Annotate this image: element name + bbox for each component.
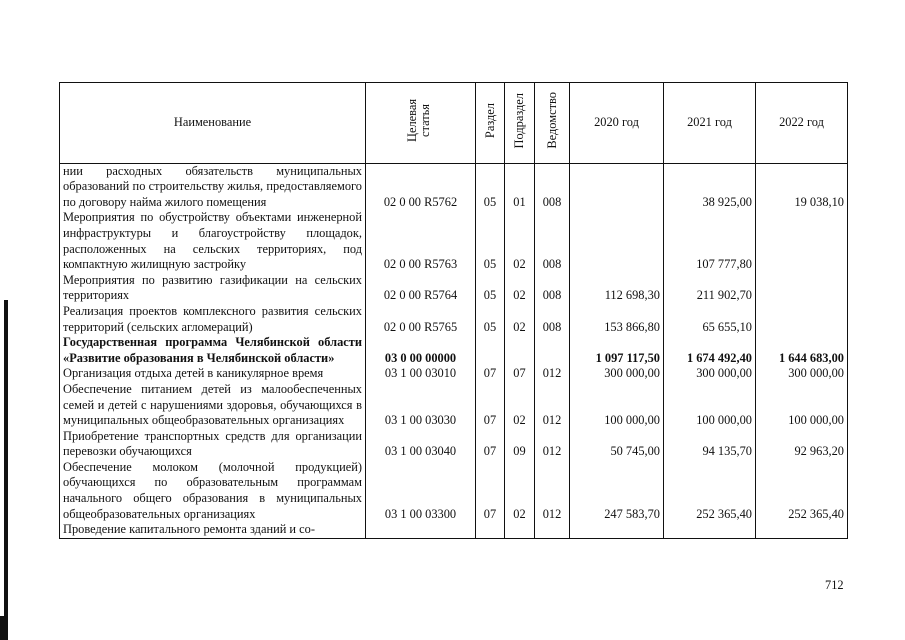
header-2021: 2021 год bbox=[664, 83, 756, 164]
row-2021: 211 902,70 bbox=[664, 273, 756, 304]
table-row bbox=[60, 522, 848, 538]
row-department: 008 bbox=[535, 210, 570, 272]
row-code: 02 0 00 R5763 bbox=[366, 210, 476, 272]
row-2022: 19 038,10 bbox=[756, 163, 848, 210]
row-section bbox=[476, 522, 505, 538]
row-2020 bbox=[570, 522, 664, 538]
row-code: 03 1 00 03030 bbox=[366, 382, 476, 429]
row-2020: 1 097 117,50 bbox=[570, 335, 664, 366]
row-section: 05 bbox=[476, 163, 505, 210]
scan-corner-mark bbox=[0, 616, 8, 640]
table-row bbox=[60, 460, 848, 522]
row-code: 02 0 00 R5764 bbox=[366, 273, 476, 304]
row-code: 03 1 00 03300 bbox=[366, 460, 476, 522]
row-2022: 252 365,40 bbox=[756, 460, 848, 522]
row-code: 02 0 00 R5765 bbox=[366, 304, 476, 335]
row-code: 02 0 00 R5762 bbox=[366, 163, 476, 210]
row-2022 bbox=[756, 273, 848, 304]
scan-edge-mark bbox=[4, 300, 8, 636]
row-2022: 92 963,20 bbox=[756, 429, 848, 460]
table-row bbox=[60, 163, 848, 210]
row-code: 03 1 00 03010 bbox=[366, 366, 476, 382]
row-2022 bbox=[756, 210, 848, 272]
table-row bbox=[60, 304, 848, 335]
row-2022 bbox=[756, 304, 848, 335]
row-name: Мероприятия по развитию газификации на сельских территориях bbox=[60, 273, 366, 304]
row-name: Государственная программа Челябинской области «Развитие образования в Челябинской области» bbox=[60, 335, 366, 366]
row-2020 bbox=[570, 210, 664, 272]
table-row-program bbox=[60, 335, 848, 366]
table-row bbox=[60, 210, 848, 272]
row-2020: 300 000,00 bbox=[570, 366, 664, 382]
row-subsection: 02 bbox=[505, 210, 535, 272]
row-name: Приобретение транспортных средств для организации перевозки обучающихся bbox=[60, 429, 366, 460]
table-row bbox=[60, 429, 848, 460]
row-subsection: 09 bbox=[505, 429, 535, 460]
row-2021 bbox=[664, 522, 756, 538]
row-section: 07 bbox=[476, 382, 505, 429]
row-department bbox=[535, 335, 570, 366]
row-subsection: 02 bbox=[505, 273, 535, 304]
row-2022 bbox=[756, 522, 848, 538]
header-2022: 2022 год bbox=[756, 83, 848, 164]
row-2020: 100 000,00 bbox=[570, 382, 664, 429]
row-department: 012 bbox=[535, 460, 570, 522]
page-number: 712 bbox=[825, 578, 844, 592]
row-2020: 50 745,00 bbox=[570, 429, 664, 460]
row-department: 008 bbox=[535, 163, 570, 210]
row-subsection: 01 bbox=[505, 163, 535, 210]
header-2020: 2020 год bbox=[570, 83, 664, 164]
row-2020: 247 583,70 bbox=[570, 460, 664, 522]
header-subsection: Подраздел bbox=[505, 83, 535, 164]
table-header-row bbox=[60, 83, 848, 164]
header-department: Ведомство bbox=[535, 83, 570, 164]
row-name: Реализация проектов комплексного развития сельских территорий (сельских агломераций) bbox=[60, 304, 366, 335]
table-row bbox=[60, 366, 848, 382]
row-code: 03 0 00 00000 bbox=[366, 335, 476, 366]
row-name: Организация отдыха детей в каникулярное время bbox=[60, 366, 366, 382]
row-department: 008 bbox=[535, 304, 570, 335]
row-2021: 1 674 492,40 bbox=[664, 335, 756, 366]
row-subsection: 02 bbox=[505, 460, 535, 522]
row-2021: 107 777,80 bbox=[664, 210, 756, 272]
row-2020 bbox=[570, 163, 664, 210]
row-name: нии расходных обязательств муниципальных образований по строительству жилья, предоставляемого по договору найма жилого помещения bbox=[60, 163, 366, 210]
row-subsection bbox=[505, 522, 535, 538]
table-row bbox=[60, 273, 848, 304]
row-2021: 94 135,70 bbox=[664, 429, 756, 460]
row-section: 07 bbox=[476, 429, 505, 460]
row-section: 05 bbox=[476, 304, 505, 335]
row-subsection: 07 bbox=[505, 366, 535, 382]
row-department: 012 bbox=[535, 382, 570, 429]
row-subsection: 02 bbox=[505, 382, 535, 429]
row-department: 012 bbox=[535, 429, 570, 460]
row-section: 07 bbox=[476, 366, 505, 382]
row-2020: 112 698,30 bbox=[570, 273, 664, 304]
row-section: 07 bbox=[476, 460, 505, 522]
row-2022: 300 000,00 bbox=[756, 366, 848, 382]
row-section: 05 bbox=[476, 210, 505, 272]
header-section: Раздел bbox=[476, 83, 505, 164]
row-2021: 65 655,10 bbox=[664, 304, 756, 335]
row-2021: 300 000,00 bbox=[664, 366, 756, 382]
row-code: 03 1 00 03040 bbox=[366, 429, 476, 460]
row-2021: 252 365,40 bbox=[664, 460, 756, 522]
row-section bbox=[476, 335, 505, 366]
row-department: 008 bbox=[535, 273, 570, 304]
row-2021: 38 925,00 bbox=[664, 163, 756, 210]
row-2021: 100 000,00 bbox=[664, 382, 756, 429]
row-department bbox=[535, 522, 570, 538]
header-name: Наименование bbox=[60, 83, 366, 164]
row-section: 05 bbox=[476, 273, 505, 304]
row-2022: 1 644 683,00 bbox=[756, 335, 848, 366]
row-name: Мероприятия по обустройству объектами инженерной инфраструктуры и благоустройству площадок, расположенных на сельских территориях, под компактную жилищную застройку bbox=[60, 210, 366, 272]
row-code bbox=[366, 522, 476, 538]
row-subsection: 02 bbox=[505, 304, 535, 335]
row-2022: 100 000,00 bbox=[756, 382, 848, 429]
row-name: Обеспечение молоком (молочной продукцией) обучающихся по образовательным программам начального общего образования в муниципальных общеобразовательных организациях bbox=[60, 460, 366, 522]
row-subsection bbox=[505, 335, 535, 366]
row-name: Обеспечение питанием детей из малообеспеченных семей и детей с нарушениями здоровья, обучающихся в муниципальных общеобразовательных организациях bbox=[60, 382, 366, 429]
row-2020: 153 866,80 bbox=[570, 304, 664, 335]
budget-table bbox=[59, 82, 848, 539]
row-name: Проведение капитального ремонта зданий и со- bbox=[60, 522, 366, 538]
table-row bbox=[60, 382, 848, 429]
row-department: 012 bbox=[535, 366, 570, 382]
header-target: Целевая статья bbox=[366, 83, 476, 164]
